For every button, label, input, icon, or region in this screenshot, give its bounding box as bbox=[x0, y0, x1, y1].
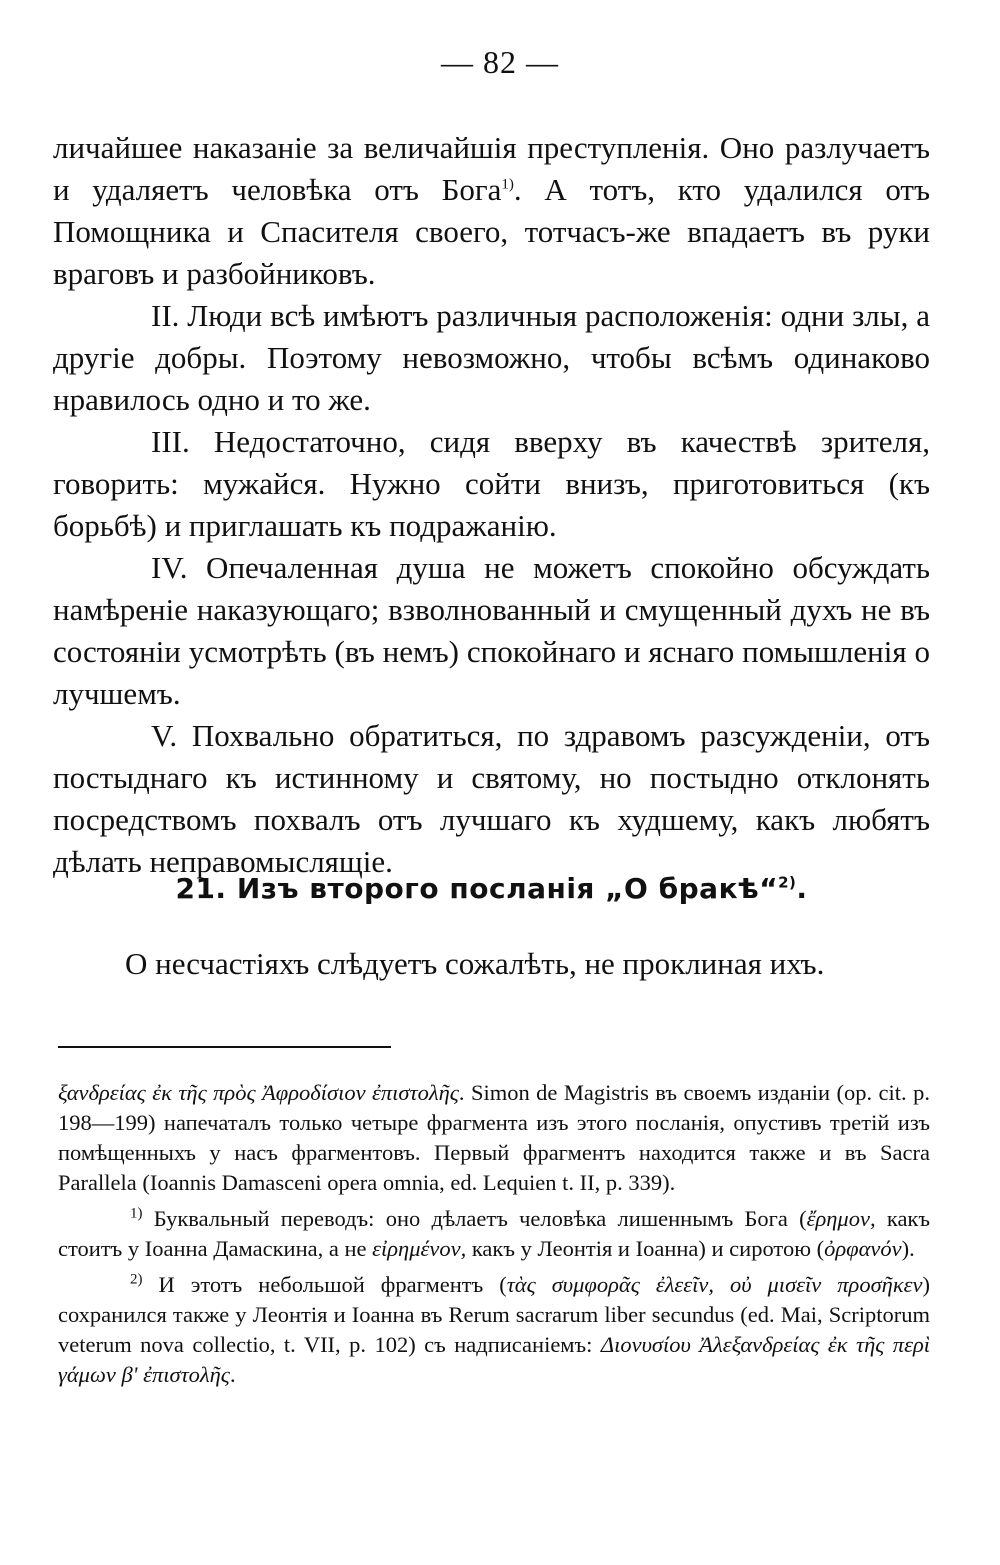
footnote-1-text-d: ). bbox=[901, 1236, 915, 1261]
paragraph-2: II. Люди всѣ имѣютъ различныя расположенія: одни злы, а другіе добры. Поэтому невозможно, чтобы всѣмъ одинаково нравилось одно и то же. bbox=[53, 298, 930, 417]
footnote-2-text-c: . bbox=[229, 1362, 236, 1387]
footnote-1-text-a: Буквальный переводъ: оно дѣлаетъ человѣка лишеннымъ Бога ( bbox=[142, 1206, 807, 1231]
footnote-2 bbox=[58, 1270, 930, 1390]
footnote-1-greek-2: εἰρημένον, bbox=[372, 1236, 467, 1261]
footnote-1-text-c: какъ у Леонтія и Іоанна) и сиротою ( bbox=[466, 1236, 825, 1261]
footnote-2-text-a: И этотъ небольшой фрагментъ ( bbox=[142, 1272, 507, 1297]
paragraph-4: IV. Опечаленная душа не можетъ спокойно обсуждать намѣреніе наказующаго; взволнованный и смущенный духъ не въ состояніи усмотрѣть (въ немъ) спокойнаго и яснаго помышленія о лучшемъ. bbox=[53, 550, 930, 711]
paragraph-5: V. Похвально обратиться, по здравомъ разсужденіи, отъ постыднаго къ истинному и святому, но постыдно отклонять посредствомъ похвалъ отъ лучшаго къ худшему, какъ любятъ дѣлать неправомыслящіе. bbox=[53, 718, 930, 879]
footnote-2-text-b: ) сохранился также у Леонтія и Іоанна въ Rerum sacrarum liber secundus (ed. Mai, Scriptorum veterum nova collectio, t. VII, p. 102) съ надписаніемъ: bbox=[58, 1272, 930, 1357]
footnote-2-marker: 2) bbox=[130, 1271, 143, 1288]
body-text bbox=[53, 127, 930, 883]
paragraph-intro-text: личайшее наказаніе за величайшія преступленія. Оно разлучаетъ и удаляетъ человѣка отъ Бога bbox=[53, 130, 930, 207]
footnote-reference-1: 1) bbox=[501, 176, 514, 193]
footnote-divider bbox=[58, 1046, 391, 1048]
footnote-reference-2: 2) bbox=[778, 873, 797, 892]
footnote-continuation-greek: ξανδρείας ἐκ τῆς πρὸς Ἀφροδίσιον ἐπιστολῆς bbox=[58, 1080, 459, 1105]
footnote-2-greek-2: Διονυσίου Ἀλεξανδρείας ἐκ τῆς περὶ γάμων β' ἐπιστολῆς bbox=[58, 1332, 930, 1387]
paragraph-intro-tail: . А тотъ, кто удалился отъ Помощника и Спасителя своего, тотчасъ-же впадаетъ въ руки враговъ и разбойниковъ. bbox=[53, 172, 930, 291]
section-lead-paragraph: О несчастіяхъ слѣдуетъ сожалѣть, не проклиная ихъ. bbox=[125, 946, 825, 981]
page-number: — 82 — bbox=[441, 44, 559, 80]
section-heading-tail: . bbox=[796, 872, 808, 905]
footnote-continuation-text: . Simon de Magistris въ своемъ изданіи (op. cit. p. 198—199) напечаталъ только четыре фрагмента изъ этого посланія, опустивъ третій изъ помѣщенныхъ у насъ фрагментовъ. Первый фрагментъ находится также и въ Sacra Parallela (Ioannis Damasceni opera omnia, ed. Lequien t. II, p. 339). bbox=[58, 1080, 930, 1195]
footnote-1-text-b: какъ стоитъ у Іоанна Дамаскина, а не bbox=[58, 1206, 930, 1261]
footnotes bbox=[58, 1078, 930, 1390]
footnote-2-greek-1: τὰς συμφορᾶς ἐλεεῖν, οὐ μισεῖν προσῆκεν bbox=[506, 1272, 923, 1297]
footnote-1 bbox=[58, 1204, 930, 1264]
footnote-continuation bbox=[58, 1078, 930, 1198]
paragraph-intro bbox=[53, 127, 930, 295]
paragraph-3: III. Недостаточно, сидя вверху въ качествѣ зрителя, говорить: мужайся. Нужно сойти внизъ, приготовиться (къ борьбѣ) и приглашать къ подражанію. bbox=[53, 424, 930, 543]
footnote-1-greek-1: ἔρημον, bbox=[806, 1206, 876, 1231]
section-heading bbox=[53, 872, 930, 905]
footnote-1-greek-3: ὀρφανόν bbox=[824, 1236, 902, 1261]
section-heading-text: 21. Изъ второго посланія „О бракѣ“ bbox=[175, 872, 779, 905]
footnote-1-marker: 1) bbox=[130, 1205, 143, 1222]
